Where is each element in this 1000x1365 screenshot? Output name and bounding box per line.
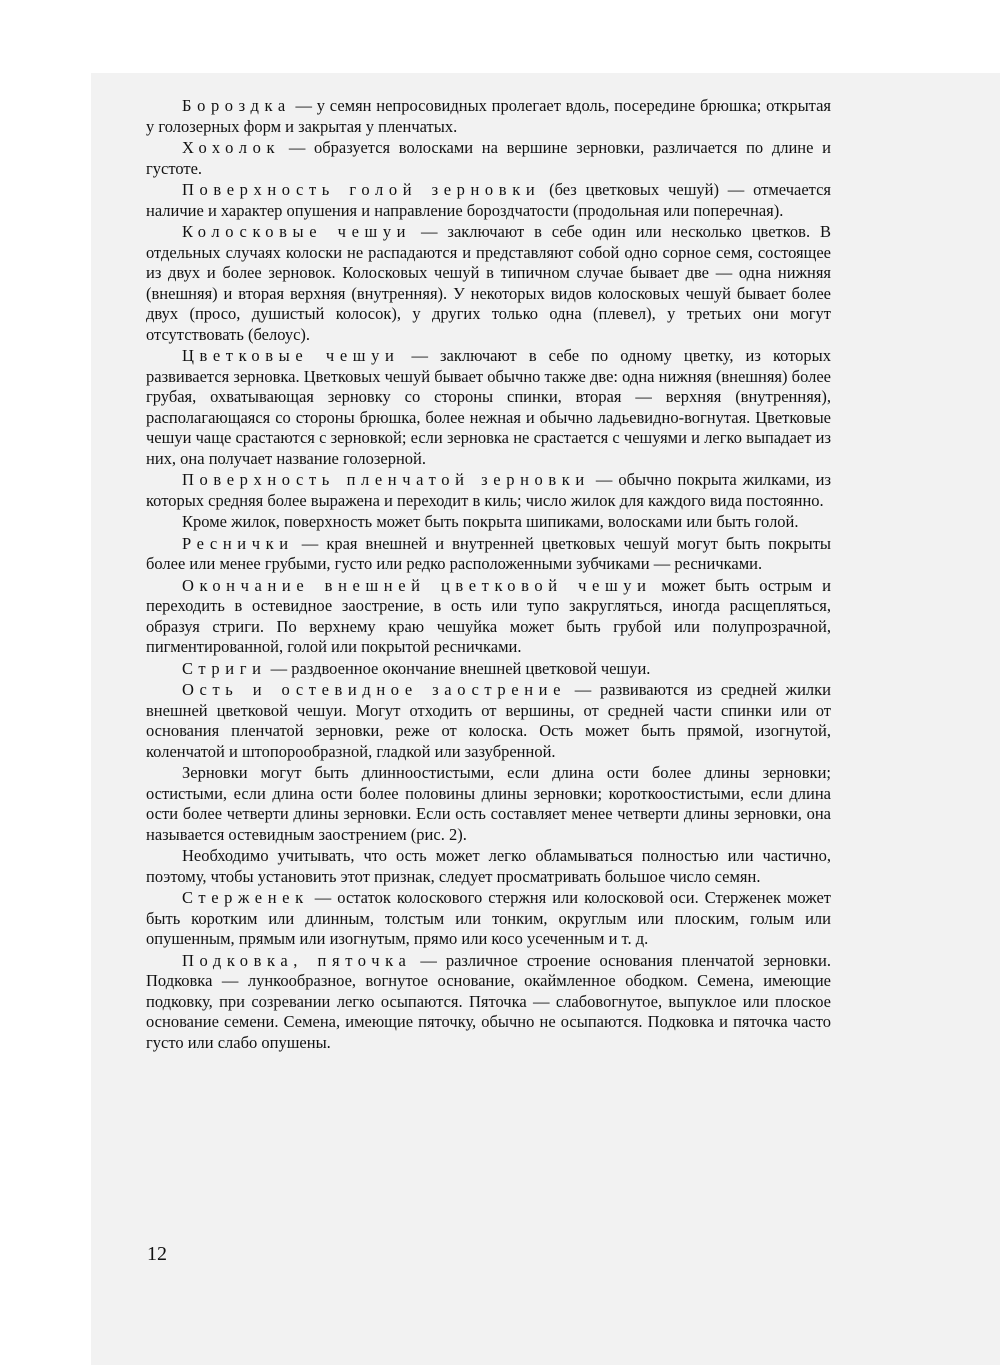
definition: — обычно покрыта жилками, из которых средняя более выражена и переходит в киль; число жилок для каждого вида постоянно. bbox=[146, 470, 832, 510]
term: Окончание внешней цветковой чешуи bbox=[182, 575, 652, 595]
definition: — образуется волосками на вершине зерновки, различается по длине и густоте. bbox=[146, 138, 831, 178]
definition: Кроме жилок, поверхность может быть покрыта шипиками, волосками или быть голой. bbox=[182, 512, 799, 531]
paragraph-awn-note bbox=[146, 846, 831, 887]
paragraph-strigi bbox=[146, 659, 831, 680]
definition: (без цветковых чешуй) — отмечается наличие и характер опушения и направление бороздчатости (продольная или поперечная). bbox=[146, 180, 831, 220]
definition: Зерновки могут быть длинноостистыми, если длина ости более длины зерновки; остистыми, если длина ости более половины длины зерновки; короткоостистыми, если длина ости более четверти длины зерновки. Если ость составляет менее четверти длины зерновки, она называется остевидным заострением (рис. 2). bbox=[146, 763, 831, 844]
paragraph-awn-length bbox=[146, 763, 831, 845]
paragraph-callus bbox=[146, 951, 831, 1054]
paragraph-lemmas bbox=[146, 346, 831, 469]
paragraph-awn bbox=[146, 680, 831, 762]
page-number: 12 bbox=[147, 1243, 167, 1265]
definition: — у семян непросовидных пролегает вдоль, посередине брюшка; открытая у голозерных форм и закрытая у пленчатых. bbox=[146, 96, 831, 136]
paragraph-hulled-grain-surface bbox=[146, 470, 831, 511]
definition: — заключают в себе по одному цветку, из которых развивается зерновка. Цветковых чешуй бывает обычно также две: одна нижняя (внешняя) более грубая, охватывающая зерновку со стороны спинки, вторая — верхняя (внутренняя), располагающаяся со стороны брюшка, более нежная и обычно ладьевидно-вогнутая. Цветковые чешуи чаще срастаются с зерновкой; если зерновка не срастается с чешуями и легко выпадает из них, она получает название голозерной. bbox=[146, 346, 831, 468]
definition: — заключают в себе один или несколько цветков. В отдельных случаях колоски не распадаются и представляют собой одно сорное семя, состоящее из двух и более зерновок. Колосковых чешуй в типичном случае бывает две — одна нижняя (внешняя) и вторая верхняя (внутренняя). У некоторых видов колосковых чешуй бывает более двух (просо, душистый колосок), у других только одна (плевел), у третьих они могут отсутствовать (белоус). bbox=[146, 222, 832, 344]
paragraph-hoholok bbox=[146, 138, 831, 179]
paragraph-cilia bbox=[146, 534, 831, 575]
definition: — различное строение основания пленчатой зерновки. Подковка — лункообразное, вогнутое основание, окаймленное ободком. Семена, имеющие подковку, при созревании легко осыпаются. Пяточка — слабовогнутое, выпуклое или плоское основание семени. Семена, имеющие пяточку, обычно не осыпаются. Подковка и пяточка часто густо или слабо опушены. bbox=[146, 950, 831, 1052]
term: Подковка, пяточка bbox=[182, 950, 412, 970]
paragraph-veins bbox=[146, 512, 831, 533]
paragraph-glumes bbox=[146, 222, 831, 345]
body-text bbox=[146, 96, 831, 1054]
definition: — края внешней и внутренней цветковых чешуй могут быть покрыты более или менее грубыми, густо или редко расположенными зубчиками — ресничками. bbox=[146, 533, 831, 573]
term: Стерженек bbox=[182, 888, 309, 907]
definition: — раздвоенное окончание внешней цветковой чешуи. bbox=[266, 658, 651, 678]
term: Реснички bbox=[182, 533, 294, 553]
paragraph-lemma-tip bbox=[146, 576, 831, 658]
term: Хохолок bbox=[182, 138, 281, 157]
term: Бороздка bbox=[182, 96, 291, 115]
term: Поверхность голой зерновки bbox=[182, 180, 541, 199]
term: Колосковые чешуи bbox=[182, 222, 412, 241]
term: Ость и остевидное заострение bbox=[182, 680, 567, 699]
term: Цветковые чешуи bbox=[182, 346, 400, 365]
paragraph-borozdka bbox=[146, 96, 831, 137]
definition: — развиваются из средней жилки внешней цветковой чешуи. Могут отходить от вершины, от средней части спинки или от основания пленчатой зерновки, реже от колоска. Ость может быть прямой, изогнутой, коленчатой и штопорообразной, гладкой или зазубренной. bbox=[146, 680, 831, 761]
paragraph-naked-grain-surface bbox=[146, 180, 831, 221]
term: Стриги bbox=[182, 658, 267, 678]
term: Поверхность пленчатой зерновки bbox=[182, 470, 590, 489]
definition: — остаток колоскового стержня или колосковой оси. Стерженек может быть коротким или длинным, толстым или тонким, округлым или плоским, голым или опушенным, прямым или изогнутым, прямо или косо усеченным и т. д. bbox=[146, 888, 831, 948]
paragraph-rachilla bbox=[146, 888, 831, 950]
definition: Необходимо учитывать, что ость может легко обламываться полностью или частично, поэтому, чтобы установить этот признак, следует просматривать большое число семян. bbox=[146, 846, 831, 886]
definition: может быть острым и переходить в остевидное заострение, в ость или тупо закругляться, иногда расщепляться, образуя стриги. По верхнему краю чешуйка может быть грубой или полупрозрачной, пигментированной, голой или покрытой ресничками. bbox=[146, 575, 831, 656]
